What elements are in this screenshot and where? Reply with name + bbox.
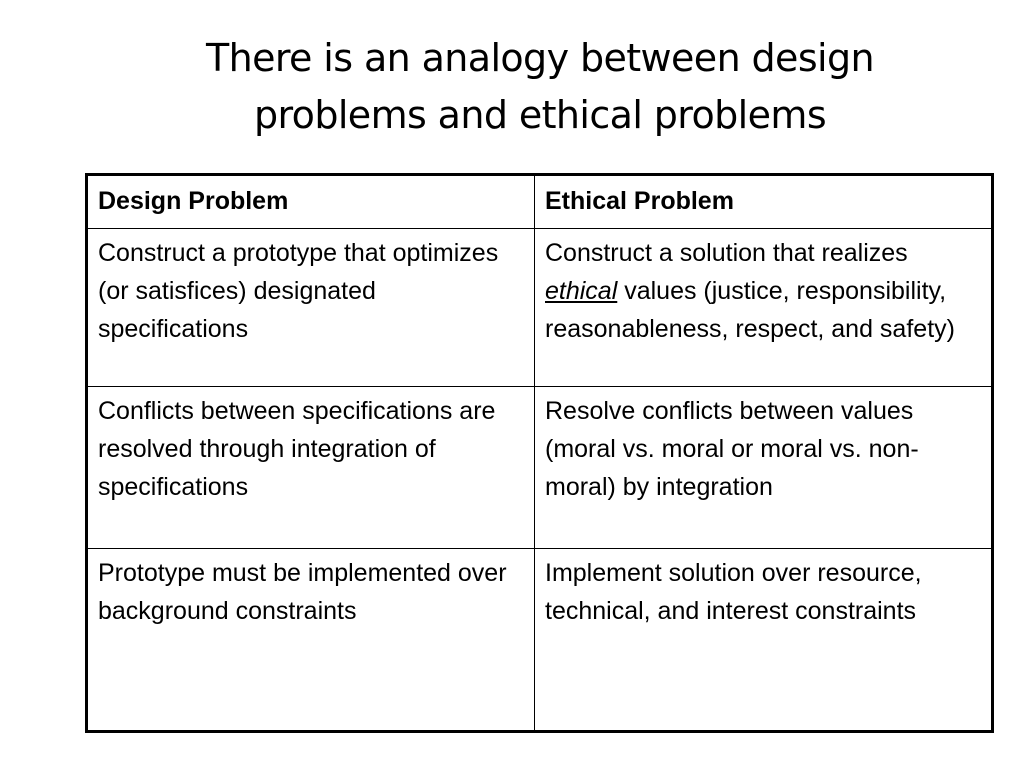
design-cell-conflicts: Conflicts between specifications are resolved through integration of specifications: [87, 387, 535, 549]
ethical-cell-conflicts: Resolve conflicts between values (moral vs. moral or moral vs. non-moral) by integration: [535, 387, 993, 549]
ethical-cell-solution: [535, 229, 993, 387]
design-cell-prototype: Construct a prototype that optimizes (or satisfices) designated specifications: [87, 229, 535, 387]
slide-title-line-2: problems and ethical problems: [253, 93, 827, 137]
header-design-problem: Design Problem: [87, 175, 535, 229]
ethical-emphasis-word: ethical: [545, 277, 618, 305]
table-row: [87, 549, 993, 732]
ethical-text-after: values (justice, responsibility, reasonableness, respect, and safety): [545, 277, 955, 343]
slide-title: [100, 30, 980, 144]
table-header-row: [87, 175, 993, 229]
ethical-text-before: Construct a solution that realizes: [545, 239, 908, 267]
design-cell-constraints: Prototype must be implemented over background constraints: [87, 549, 535, 732]
comparison-table: [85, 173, 994, 733]
ethical-cell-constraints: Implement solution over resource, technical, and interest constraints: [535, 549, 993, 732]
slide-title-line-1: There is an analogy between design: [205, 36, 875, 80]
header-ethical-problem: Ethical Problem: [535, 175, 993, 229]
table-row: [87, 387, 993, 549]
table-row: [87, 229, 993, 387]
